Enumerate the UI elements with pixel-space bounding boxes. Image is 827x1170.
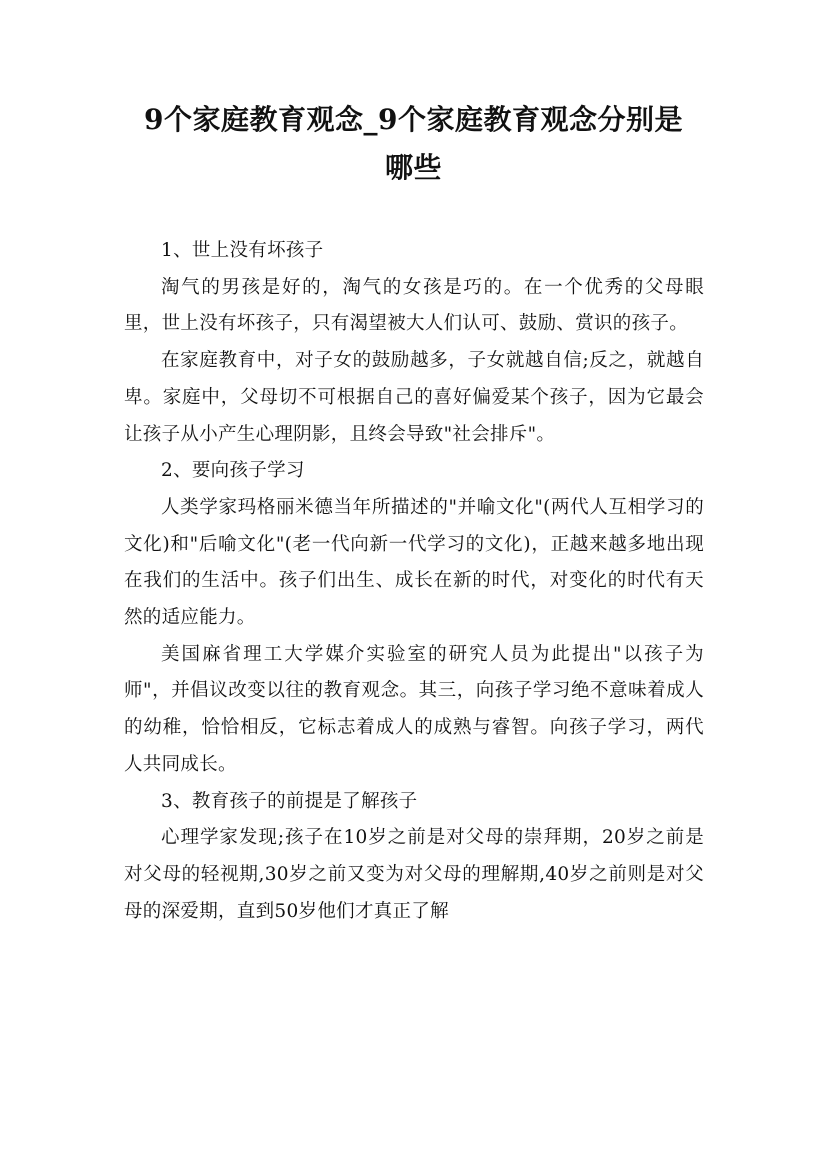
- document-body: [124, 233, 704, 930]
- title-line-1: 9个家庭教育观念_9个家庭教育观念分别是: [144, 103, 683, 136]
- section-heading-2: 2、要向孩子学习: [161, 460, 305, 482]
- paragraph: 淘气的男孩是好的，淘气的女孩是巧的。在一个优秀的父母眼里，世上没有坏孩子，只有渴望被大人们认可、鼓励、赏识的孩子。: [124, 276, 704, 335]
- paragraph: 心理学家发现;孩子在10岁之前是对父母的崇拜期，20岁之前是对父母的轻视期,30岁之前又变为对父母的理解期,40岁之前则是对父母的深爱期，直到50岁他们才真正了解: [124, 827, 704, 922]
- paragraph: 美国麻省理工大学媒介实验室的研究人员为此提出"以孩子为师"，并倡议改变以往的教育观念。其三，向孩子学习绝不意味着成人的幼稚，恰恰相反，它标志着成人的成熟与睿智。向孩子学习，两代人共同成长。: [124, 643, 704, 775]
- section-heading-3: 3、教育孩子的前提是了解孩子: [161, 790, 418, 812]
- paragraph: 人类学家玛格丽米德当年所描述的"并喻文化"(两代人互相学习的文化)和"后喻文化"(老一代向新一代学习的文化)，正越来越多地出现在我们的生活中。孩子们出生、成长在新的时代，对变化的时代有天然的适应能力。: [124, 496, 704, 629]
- section-heading-1: 1、世上没有坏孩子: [161, 240, 324, 261]
- title-line-2: 哪些: [384, 151, 442, 184]
- paragraph: 在家庭教育中，对子女的鼓励越多，子女就越自信;反之，就越自卑。家庭中，父母切不可根据自己的喜好偏爱某个孩子，因为它最会让孩子从小产生心理阴影，且终会导致"社会排斥"。: [124, 350, 704, 445]
- document-title: [110, 96, 717, 192]
